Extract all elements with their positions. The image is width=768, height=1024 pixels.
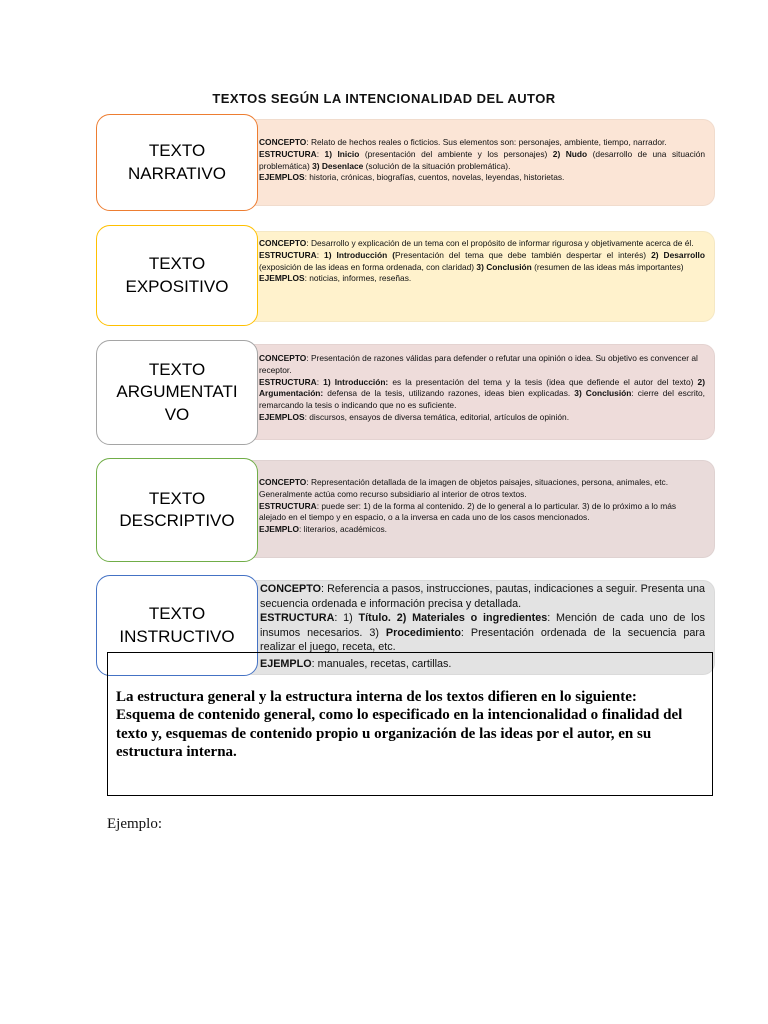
concept-paragraph <box>259 353 705 377</box>
bold-text-run: 2) Materiales o ingredientes <box>390 612 548 625</box>
text-run: es la presentación del tema y la tesis (idea que defiende el autor del texto) <box>388 376 698 387</box>
document-title: TEXTOS SEGÚN LA INTENCIONALIDAD DEL AUTOR <box>212 91 556 106</box>
narrative-text-panel <box>240 119 715 206</box>
bold-text-run: ESTRUCTURA <box>259 148 317 159</box>
text-run: (resumen de las ideas más importantes) <box>531 261 684 272</box>
bold-text-run: EJEMPLOS <box>259 411 305 422</box>
bold-text-run: EJEMPLO <box>259 524 300 535</box>
bold-text-run: CONCEPTO <box>259 238 307 248</box>
summary-heading: La estructura general y la estructura interna de los textos difieren en lo siguiente: <box>116 689 637 705</box>
text-run: : Desarrollo y explicación de un tema con el propósito de informar rigurosa y objetivamente acerca de él. <box>306 238 694 248</box>
summary-text-box <box>107 652 713 796</box>
argumentative-text-panel <box>240 344 715 440</box>
text-run: : Relato de hechos reales o ficticios. Sus elementos son: personajes, ambiente, tiempo, narrador. <box>306 137 667 147</box>
bold-text-run: 1) Introducción: <box>323 376 389 387</box>
expository-text-label: TEXTO EXPOSITIVO <box>125 254 229 296</box>
text-run: : <box>316 148 325 159</box>
concept-paragraph <box>259 137 705 149</box>
bold-text-run: Procedimiento <box>385 626 461 639</box>
text-run: (presentación del ambiente y los personajes) <box>359 148 553 159</box>
text-run: (desarrollo de una situación problemática) <box>259 148 706 171</box>
text-run: : 1) <box>334 612 359 625</box>
bold-text-run: 2) Argumentación: <box>259 376 705 399</box>
bold-text-run: EJEMPLOS <box>259 172 305 183</box>
text-run: : manuales, recetas, cartillas. <box>311 657 452 670</box>
expository-text-panel <box>240 231 715 322</box>
text-run: : Presentación de razones válidas para defender o refutar una opinión o idea. Su objetivo es convencer al receptor. <box>259 353 698 375</box>
structure-paragraph <box>259 501 705 525</box>
bold-text-run: EJEMPLO <box>260 657 312 670</box>
text-run: defensa de la tesis, utilizando razones, ideas bien explicadas. <box>323 388 575 399</box>
text-run: : Referencia a pasos, instrucciones, pautas, indicaciones a seguir. Presenta una secuencia ordenada e información precisa y detallada. <box>260 583 705 610</box>
bold-text-run: 3) Conclusión <box>574 388 632 399</box>
bold-text-run: ESTRUCTURA <box>260 612 335 625</box>
text-run: : Presentación ordenada de la secuencia para realizar el juego, receta, etc. <box>260 626 705 654</box>
bold-text-run: 2) Desarrollo <box>651 249 705 260</box>
bold-text-run: ESTRUCTURA <box>259 249 317 260</box>
bold-text-run: 3) Conclusión <box>476 261 532 272</box>
bold-text-run: CONCEPTO <box>259 353 307 363</box>
bold-text-run: CONCEPTO <box>260 583 321 595</box>
argumentative-text-label: TEXTO ARGUMENTATIVO <box>116 359 238 424</box>
text-run: : noticias, informes, reseñas. <box>304 273 412 284</box>
text-run: Presentación del tema que debe también despertar el interés) <box>395 249 652 260</box>
narrative-text-label-box <box>96 114 258 211</box>
text-run: : <box>316 249 325 260</box>
examples-paragraph <box>259 524 705 536</box>
text-run: : discursos, ensayos de diversa temática, editorial, artículos de opinión. <box>304 411 570 422</box>
text-run: : cierre del escrito, remarcando la tesis o indicando que no es suficiente. <box>259 388 706 411</box>
text-run: : historia, crónicas, biografías, cuentos, novelas, leyendas, historietas. <box>304 172 565 183</box>
bold-text-run: ESTRUCTURA <box>259 376 317 387</box>
summary-body: Esquema de contenido general, como lo especificado en la intencionalidad o finalidad del texto y, esquemas de contenido propio u organización de las ideas por el autor, en su estructura interna. <box>116 707 683 760</box>
concept-paragraph <box>260 582 705 611</box>
narrative-text-label: TEXTO NARRATIVO <box>128 141 226 183</box>
example-label: Ejemplo: <box>107 816 162 832</box>
bold-text-run: CONCEPTO <box>259 137 307 147</box>
bold-text-run: ESTRUCTURA <box>259 500 317 511</box>
text-run: : puede ser: 1) de la forma al contenido. 2) de lo general a lo particular. 3) de lo próximo a lo más alejado en el tiempo y en espacio, o a la inversa en cada uno de los casos mencionados. <box>259 500 677 523</box>
bold-text-run: 2) Nudo <box>552 148 588 159</box>
examples-paragraph <box>259 412 705 424</box>
argumentative-text-label-box <box>96 340 258 445</box>
bold-text-run: EJEMPLOS <box>259 273 305 284</box>
text-run: : Mención de cada uno de los insumos necesarios. 3) <box>260 612 705 639</box>
concept-paragraph <box>259 238 705 250</box>
instructive-text-label: TEXTO INSTRUCTIVO <box>119 604 235 646</box>
structure-paragraph <box>260 611 705 655</box>
structure-paragraph <box>259 250 705 274</box>
bold-text-run: 1) Introducción ( <box>324 249 396 260</box>
structure-paragraph <box>259 149 705 173</box>
descriptive-text-label: TEXTO DESCRIPTIVO <box>119 488 235 530</box>
descriptive-text-panel <box>240 460 715 558</box>
bold-text-run: 3) Desenlace <box>312 160 364 171</box>
text-run: : <box>316 376 324 387</box>
descriptive-text-label-box <box>96 458 258 562</box>
bold-text-run: CONCEPTO <box>259 477 307 487</box>
text-run: : literarios, académicos. <box>299 524 388 535</box>
examples-paragraph <box>259 172 705 184</box>
text-run: (solución de la situación problemática). <box>363 160 511 171</box>
text-run: : Representación detallada de la imagen de objetos paisajes, situaciones, persona, animales, etc. Generalmente actúa como recurso subsidiario al interior de otros textos. <box>259 477 669 499</box>
text-run: (exposición de las ideas en forma ordenada, con claridad) <box>259 261 477 272</box>
bold-text-run: 1) Inicio <box>324 148 360 159</box>
concept-paragraph <box>259 477 705 501</box>
bold-text-run: Título. <box>358 612 391 625</box>
expository-text-label-box <box>96 225 258 326</box>
examples-paragraph <box>259 273 705 285</box>
structure-paragraph <box>259 377 705 412</box>
